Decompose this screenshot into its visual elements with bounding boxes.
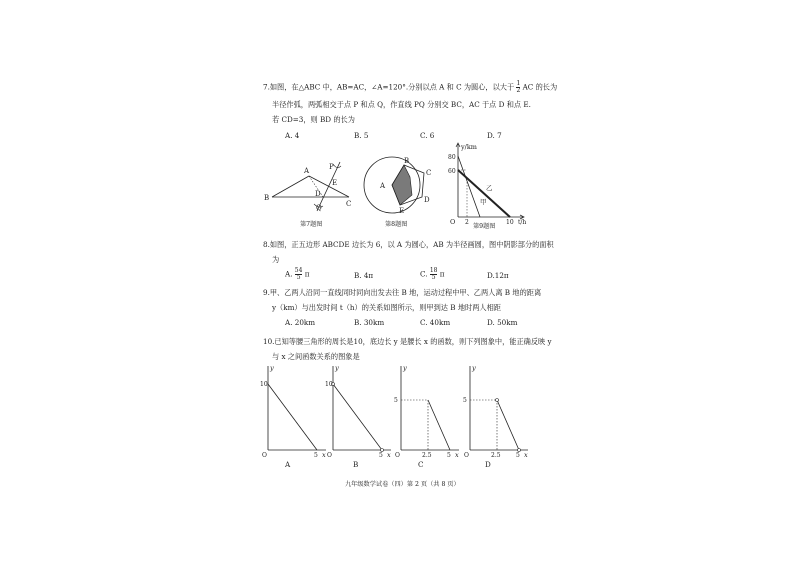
graph-b-x: x bbox=[387, 451, 391, 459]
q8-option-d: D.12π bbox=[487, 271, 509, 280]
fig9-label-yi: 乙 bbox=[486, 184, 493, 192]
graph-d-y: y bbox=[472, 364, 476, 372]
fig9-tick-80: 80 bbox=[448, 154, 456, 161]
q9-option-b: B. 30km bbox=[354, 318, 385, 327]
q8-option-b: B. 4π bbox=[354, 271, 374, 280]
graph-b-origin: O bbox=[327, 452, 332, 459]
q9-option-d: D. 50km bbox=[487, 318, 518, 327]
q9-line2: y（km）与出发时间 t（h）的关系如图所示，则甲到达 B 地时两人相距 bbox=[272, 303, 501, 312]
graph-c-xtick-a: 2.5 bbox=[422, 452, 432, 459]
fig8-label-e: E bbox=[399, 207, 405, 215]
graph-b-xtick: 5 bbox=[379, 452, 383, 459]
q10-line2: 与 x 之间函数关系的图象是 bbox=[272, 352, 360, 361]
q8-option-a-num: 54 bbox=[294, 267, 303, 274]
q8-option-c-num: 18 bbox=[429, 267, 438, 274]
q8-option-a-prefix: A. bbox=[285, 269, 293, 279]
fig9-y-label: y/km bbox=[461, 143, 477, 151]
graph-a-letter: A bbox=[285, 460, 291, 469]
fig7-caption: 第7题图 bbox=[300, 221, 323, 228]
q10-graph-b bbox=[325, 362, 395, 457]
graph-c-xtick: 5 bbox=[447, 452, 451, 459]
q7-option-d: D. 7 bbox=[487, 131, 502, 140]
graph-d-ytick: 5 bbox=[463, 397, 467, 404]
graph-a-x: x bbox=[322, 451, 326, 459]
fig8-label-d: D bbox=[424, 196, 430, 204]
q8-option-c-prefix: C. bbox=[420, 269, 428, 279]
graph-c-y: y bbox=[403, 364, 407, 372]
q9-option-a: A. 20km bbox=[285, 318, 316, 327]
fig7-side-ba bbox=[272, 176, 309, 197]
q7-option-a: A. 4 bbox=[285, 131, 300, 140]
q8-option-a-suffix: π bbox=[304, 269, 310, 279]
q7-option-c: C. 6 bbox=[420, 131, 435, 140]
fig7-label-e: E bbox=[332, 179, 338, 187]
graph-a-line bbox=[268, 384, 317, 450]
graph-b-line bbox=[333, 384, 382, 450]
page-footer: 九年级数学试卷（四）第 2 页（共 8 页） bbox=[345, 481, 460, 488]
fig7-label-a: A bbox=[304, 167, 310, 175]
fig8-label-b: B bbox=[404, 157, 410, 165]
q7-line1-a: 7.如图，在△ABC 中，AB=AC，∠A=120°.分别以点 A 和 C 为圆心，以大于 bbox=[263, 82, 515, 92]
fig7-label-c: C bbox=[346, 200, 352, 208]
fig9-x-label: t/h bbox=[518, 219, 527, 226]
graph-c-x: x bbox=[455, 451, 459, 459]
graph-a-y: y bbox=[270, 364, 274, 372]
q10-graph-a bbox=[260, 362, 330, 457]
q8-option-c-den: 5 bbox=[431, 274, 436, 281]
fig7-arc-p bbox=[333, 164, 341, 168]
graph-c-origin: O bbox=[395, 452, 400, 459]
q7-frac-num: 1 bbox=[516, 80, 521, 87]
fig9-origin: O bbox=[450, 218, 456, 226]
q10-graph-d bbox=[462, 362, 532, 457]
q8-option-a bbox=[285, 268, 309, 281]
q9-line1: 9.甲、乙两人沿同一直线同时同向出发去往 B 地，运动过程中甲、乙两人离 B 地的距离 bbox=[263, 288, 542, 297]
graph-d-line bbox=[497, 400, 519, 450]
graph-c-line bbox=[428, 400, 450, 450]
q8-option-a-den: 5 bbox=[296, 274, 301, 281]
q7-option-b: B. 5 bbox=[354, 131, 369, 140]
graph-d-x: x bbox=[524, 451, 528, 459]
fig7-label-p: P bbox=[329, 163, 334, 171]
graph-c-ytick: 5 bbox=[394, 397, 398, 404]
q8-option-a-fraction bbox=[295, 268, 303, 281]
fig8-label-a: A bbox=[380, 182, 386, 190]
fig7-label-b: B bbox=[264, 194, 270, 202]
fig9-tick-60: 60 bbox=[448, 168, 456, 175]
q10-line1: 10.已知等腰三角形的周长是10，底边长 y 是腰长 x 的函数，则下列图象中，能正确反映 y bbox=[263, 337, 552, 346]
q7-line1 bbox=[263, 81, 557, 94]
fig9-tick-10: 10 bbox=[506, 219, 514, 226]
graph-b-letter: B bbox=[353, 460, 359, 469]
q7-line1-b: AC 的长为 bbox=[522, 82, 558, 92]
graph-d-letter: D bbox=[485, 460, 491, 469]
fig7-label-q: Q bbox=[316, 204, 322, 212]
q8-option-c-fraction bbox=[430, 268, 438, 281]
q7-line2: 半径作弧，两弧相交于点 P 和点 Q，作直线 PQ 分别交 BC，AC 于点 D 和点 E. bbox=[272, 100, 531, 109]
graph-b-y: y bbox=[335, 364, 339, 372]
q7-line3: 若 CD=3，则 BD 的长为 bbox=[272, 115, 355, 124]
q10-graph-c bbox=[393, 362, 463, 457]
graph-d-xtick-a: 2.5 bbox=[491, 452, 501, 459]
graph-d-open-point-top bbox=[496, 399, 499, 402]
graph-a-ytick: 10 bbox=[260, 381, 268, 388]
q7-fraction bbox=[516, 81, 520, 94]
fig8-shaded-sector bbox=[392, 165, 412, 205]
fig7-label-d: D bbox=[315, 190, 321, 198]
fig8-label-c: C bbox=[426, 169, 432, 177]
figure-7 bbox=[262, 160, 372, 220]
figure-8 bbox=[360, 155, 440, 217]
q9-option-c: C. 40km bbox=[420, 318, 451, 327]
graph-a-xtick: 5 bbox=[314, 452, 318, 459]
q8-line2: 为 bbox=[272, 255, 280, 264]
fig8-caption: 第8题图 bbox=[385, 221, 408, 228]
graph-b-ytick: 10 bbox=[325, 381, 333, 388]
graph-d-origin: O bbox=[464, 452, 469, 459]
graph-a-origin: O bbox=[262, 452, 267, 459]
q7-frac-den: 2 bbox=[516, 87, 521, 94]
q8-line1: 8.如图，正五边形 ABCDE 边长为 6，以 A 为圆心，AB 为半径画圆，图中阴影部分的面积 bbox=[263, 240, 554, 249]
fig9-label-jia: 甲 bbox=[480, 198, 487, 206]
fig9-tick-2: 2 bbox=[465, 219, 469, 226]
q8-option-c-suffix: π bbox=[439, 269, 445, 279]
fig9-caption: 第9题图 bbox=[473, 223, 496, 230]
graph-c-letter: C bbox=[418, 460, 424, 469]
q8-option-c bbox=[420, 268, 445, 281]
figure-9 bbox=[448, 142, 538, 226]
graph-d-xtick: 5 bbox=[516, 452, 520, 459]
